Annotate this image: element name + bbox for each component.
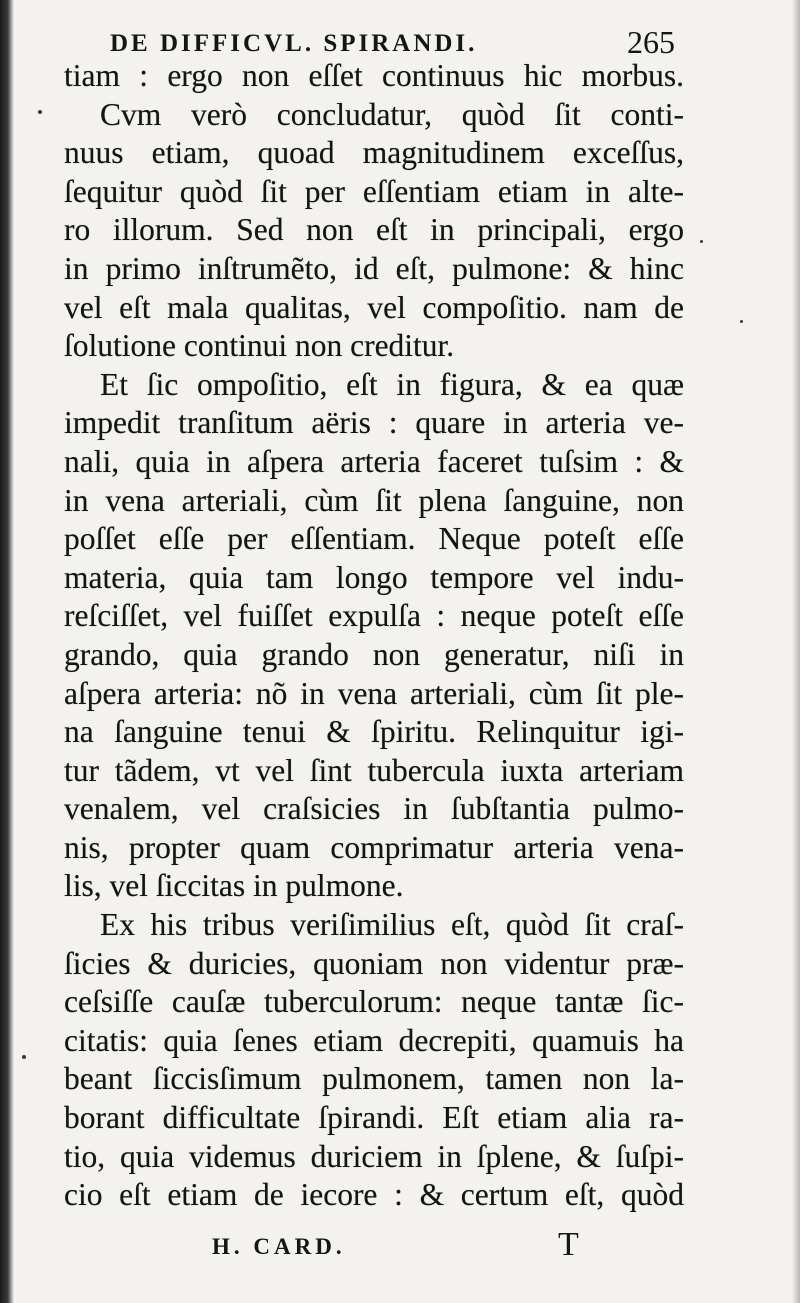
text-line: borant difficultate ſpirandi. Eſt etiam alia ra- (64, 1100, 684, 1136)
text-line: poſſet eſſe per eſſentiam. Neque poteſt eſſe (64, 521, 684, 557)
signature-mark: H. CARD. (212, 1234, 346, 1259)
text-line: nali, quia in aſpera arteria faceret tuſsim : & (64, 443, 684, 479)
text-line: Cvm verò concludatur, quòd ſit conti- (100, 96, 684, 132)
text-line: lis, vel ſiccitas in pulmone. (64, 868, 404, 904)
text-line: in primo inſtrumẽto, id eſt, pulmone: & hinc (64, 250, 684, 286)
text-line: nis, propter quam comprimatur arteria vena- (64, 829, 684, 865)
ink-speck (740, 320, 743, 323)
text-line: aſpera arteria: nõ in vena arteriali, cùm ſit ple- (64, 675, 684, 711)
text-line: citatis: quia ſenes etiam decrepiti, quamuis ha (64, 1022, 684, 1058)
text-line: Et ſic ompoſitio, eſt in figura, & ea quæ (100, 366, 684, 402)
ink-speck (700, 240, 703, 243)
text-line: ro illorum. Sed non eſt in principali, ergo (64, 212, 684, 248)
text-line: vel eſt mala qualitas, vel compoſitio. nam de (64, 289, 684, 325)
ink-speck (22, 1055, 26, 1059)
catchword: T (558, 1226, 579, 1263)
text-line: tio, quia videmus duriciem in ſplene, & ſuſpi- (64, 1138, 684, 1174)
text-line: tiam : ergo non eſſet continuus hic morbus. (64, 58, 684, 93)
text-line: ſolutione continui non creditur. (64, 328, 455, 364)
text-line: cio eſt etiam de iecore : & certum eſt, quòd (64, 1177, 684, 1213)
text-line: Ex his tribus veriſimilius eſt, quòd ſit craſ- (100, 907, 684, 943)
text-line: na ſanguine tenui & ſpiritu. Relinquitur igi- (64, 714, 684, 750)
text-line: tur tãdem, vt vel ſint tubercula iuxta arteriam (64, 752, 684, 788)
text-line: reſciſſet, vel fuiſſet expulſa : neque poteſt eſſe (64, 598, 684, 634)
text-line: ſequitur quòd ſit per eſſentiam etiam in alte- (64, 173, 684, 209)
scan-edge-right (792, 0, 800, 1303)
running-title: DE DIFFICVL. SPIRANDI. (110, 30, 478, 57)
text-line: grando, quia grando non generatur, niſi in (64, 636, 684, 672)
text-line: ſicies & duricies, quoniam non videntur præ- (64, 945, 684, 981)
text-line: nuus etiam, quoad magnitudinem exceſſus, (64, 135, 684, 171)
text-line: impedit tranſitum aëris : quare in arteria ve- (64, 405, 684, 441)
text-line: ceſsiſſe cauſæ tuberculorum: neque tantæ ſic- (64, 984, 684, 1020)
page-number: 265 (627, 24, 675, 60)
scan-edge-left (0, 0, 14, 1303)
ink-speck (38, 110, 42, 114)
text-line: materia, quia tam longo tempore vel indu- (64, 559, 684, 595)
page-footer (0, 1226, 800, 1276)
text-line: venalem, vel craſsicies in ſubſtantia pulmo- (64, 791, 684, 827)
text-block (64, 57, 684, 1215)
text-line: in vena arteriali, cùm ſit plena ſanguine, non (64, 482, 684, 518)
text-line: beant ſiccisſimum pulmonem, tamen non la- (64, 1061, 684, 1097)
